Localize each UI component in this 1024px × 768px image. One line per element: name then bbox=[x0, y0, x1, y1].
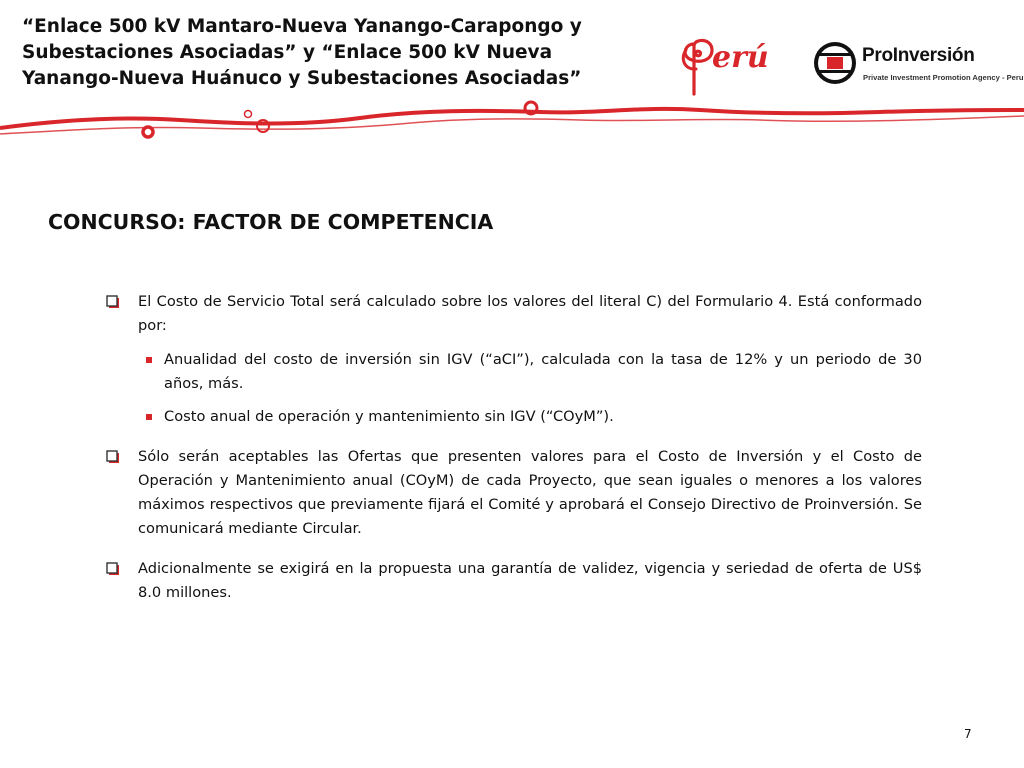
sub-bullet-item bbox=[106, 348, 922, 396]
sub-bullet-text: Costo anual de operación y mantenimiento sin IGV (“COyM”). bbox=[164, 408, 614, 425]
bullet-text: Adicionalmente se exigirá en la propuesta una garantía de validez, vigencia y seriedad de oferta de US$ 8.0 millones. bbox=[138, 560, 922, 601]
slide-title-line-2: Subestaciones Asociadas” y “Enlace 500 kV Nueva bbox=[22, 42, 553, 63]
slide-title-line-3: Yanango-Nueva Huánuco y Subestaciones Asociadas” bbox=[22, 68, 582, 89]
proinversion-name: ProInversión bbox=[862, 45, 975, 66]
sub-bullet-item bbox=[106, 405, 922, 429]
peru-spiral-icon bbox=[676, 36, 716, 96]
peru-logo-text: erú bbox=[712, 40, 769, 75]
proinversion-emblem-icon bbox=[812, 40, 858, 86]
bullet-item bbox=[106, 445, 922, 541]
checkbox-outline-icon bbox=[106, 450, 120, 464]
checkbox-outline-icon bbox=[106, 295, 120, 309]
bullet-text: Sólo serán aceptables las Ofertas que presenten valores para el Costo de Inversión y el Costo de Operación y Mantenimiento anual (COyM) de cada Proyecto, que sean iguales o menores a los valores máximos respectivos que previamente fijará el Comité y aprobará el Consejo Directivo de Proinversión. Se comunicará mediante Circular. bbox=[138, 448, 922, 537]
slide-title-line-1: “Enlace 500 kV Mantaro-Nueva Yanango-Carapongo y bbox=[22, 16, 582, 37]
proinversion-tagline: Private Investment Promotion Agency - Peru bbox=[863, 73, 1024, 82]
bullet-item bbox=[106, 290, 922, 338]
bullet-text: El Costo de Servicio Total será calculado sobre los valores del literal C) del Formulario 4. Está conformado por: bbox=[138, 293, 922, 334]
red-square-icon bbox=[146, 357, 152, 363]
sub-bullet-text: Anualidad del costo de inversión sin IGV (“aCI”), calculada con la tasa de 12% y un periodo de 30 años, más. bbox=[164, 351, 922, 392]
red-square-icon bbox=[146, 414, 152, 420]
decorative-circle bbox=[143, 127, 153, 137]
checkbox-outline-icon bbox=[106, 562, 120, 576]
bullet-item bbox=[106, 557, 922, 605]
slide-title bbox=[22, 14, 612, 92]
bullet-list bbox=[106, 290, 922, 615]
decorative-wave bbox=[0, 90, 1024, 150]
page-number: 7 bbox=[964, 727, 972, 741]
section-heading: CONCURSO: FACTOR DE COMPETENCIA bbox=[48, 210, 494, 234]
